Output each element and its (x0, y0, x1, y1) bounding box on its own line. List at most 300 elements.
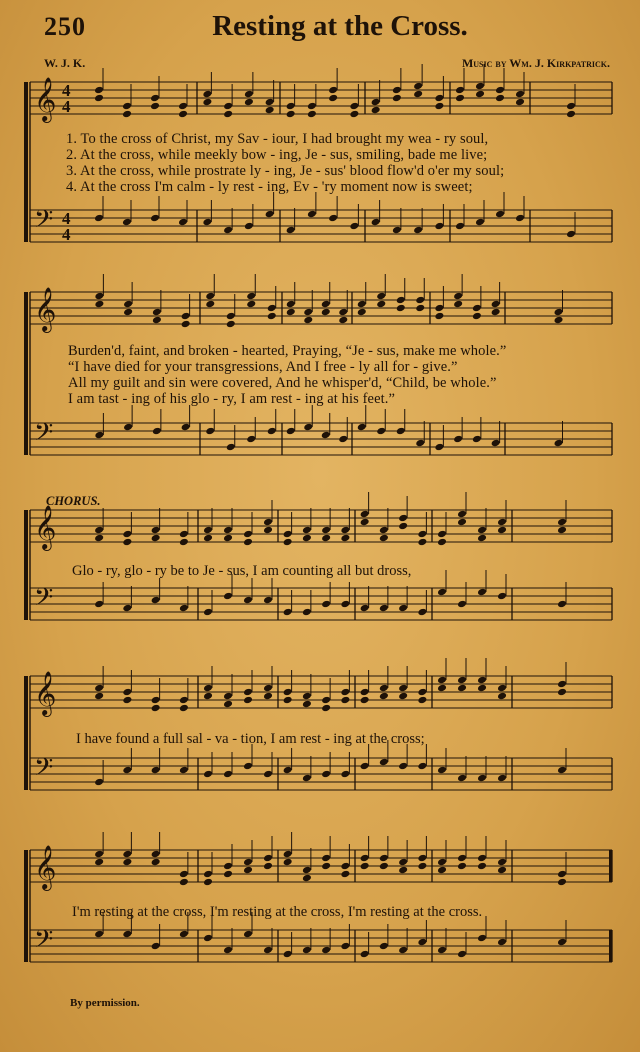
system-bracket (24, 82, 28, 242)
note-head (340, 696, 350, 705)
note-head (244, 98, 254, 107)
note-head (94, 94, 104, 103)
note-head (151, 696, 161, 705)
note-head (205, 427, 215, 436)
note-head (321, 946, 331, 955)
note-head (437, 766, 447, 775)
note-head (554, 316, 564, 325)
note-head (349, 110, 359, 119)
note-head (477, 526, 487, 535)
note-head (243, 866, 253, 875)
note-head (475, 82, 485, 91)
note-head (566, 110, 576, 119)
permission-note: By permission. (70, 997, 140, 1009)
note-head (398, 684, 408, 693)
note-head (437, 858, 447, 867)
note-head (243, 696, 253, 705)
note-head (321, 308, 331, 317)
note-head (515, 98, 525, 107)
note-head (226, 312, 236, 321)
note-head (94, 850, 104, 859)
note-head (371, 98, 381, 107)
note-head (302, 874, 312, 883)
treble-clef-icon: 𝄞 (34, 845, 57, 889)
verse-4-line-2: I am tast - ing of his glo - ry, I am rest - ing at his feet.” (68, 391, 395, 407)
note-head (244, 90, 254, 99)
note-head (495, 210, 505, 219)
note-head (321, 770, 331, 779)
note-head (223, 700, 233, 709)
note-head (94, 600, 104, 609)
note-head (263, 596, 273, 605)
note-head (302, 534, 312, 543)
hymn-number: 250 (44, 12, 86, 41)
note-head (497, 858, 507, 867)
note-head (360, 762, 370, 771)
note-head (152, 427, 162, 436)
note-head (398, 866, 408, 875)
note-head (123, 423, 133, 432)
note-head (392, 86, 402, 95)
note-head (267, 312, 277, 321)
note-head (302, 866, 312, 875)
note-head (283, 530, 293, 539)
note-head (321, 526, 331, 535)
note-head (340, 770, 350, 779)
note-head (360, 696, 370, 705)
note-head (379, 862, 389, 871)
hymn-title: Resting at the Cross. (212, 10, 468, 42)
note-head (477, 588, 487, 597)
note-head (265, 106, 275, 115)
note-head (152, 316, 162, 325)
note-head (340, 526, 350, 535)
note-head (263, 854, 273, 863)
time-signature: 4 (62, 97, 71, 116)
verse-2-line-1: 2. At the cross, while meekly bow - ing, Je - sus, smiling, bade me live; (66, 147, 488, 163)
note-head (437, 588, 447, 597)
note-head (263, 526, 273, 535)
bass-clef-icon: 𝄢 (34, 753, 54, 788)
note-head (497, 684, 507, 693)
note-head (554, 308, 564, 317)
note-head (181, 423, 191, 432)
note-head (497, 692, 507, 701)
note-head (205, 300, 215, 309)
note-head (150, 102, 160, 111)
note-head (437, 530, 447, 539)
note-head (243, 530, 253, 539)
note-head (286, 308, 296, 317)
note-head (122, 538, 132, 547)
note-head (243, 538, 253, 547)
note-head (267, 427, 277, 436)
note-head (246, 435, 256, 444)
note-head (321, 431, 331, 440)
note-head (379, 604, 389, 613)
note-head (122, 110, 132, 119)
note-head (360, 604, 370, 613)
note-head (455, 94, 465, 103)
note-head (360, 950, 370, 959)
note-head (557, 526, 567, 535)
note-head (226, 443, 236, 452)
note-head (286, 226, 296, 235)
note-head (94, 526, 104, 535)
note-head (321, 300, 331, 309)
note-head (283, 950, 293, 959)
note-head (557, 688, 567, 697)
note-head (151, 526, 161, 535)
treble-clef-icon: 𝄞 (34, 505, 57, 549)
note-head (328, 86, 338, 95)
note-head (263, 946, 273, 955)
note-head (491, 308, 501, 317)
note-head (246, 292, 256, 301)
note-head (477, 862, 487, 871)
note-head (244, 222, 254, 231)
note-head (123, 308, 133, 317)
note-head (223, 592, 233, 601)
note-head (360, 510, 370, 519)
note-head (338, 316, 348, 325)
chorus-line-2: I have found a full sal - va - tion, I am rest - ing at the cross; (76, 731, 425, 747)
note-head (477, 676, 487, 685)
note-head (379, 526, 389, 535)
note-head (181, 320, 191, 329)
note-head (223, 862, 233, 871)
note-head (179, 530, 189, 539)
note-head (94, 930, 104, 939)
note-head (437, 676, 447, 685)
note-head (151, 942, 161, 951)
verse-1-line-2: Burden'd, faint, and broken - hearted, Praying, “Je - sus, make me whole.” (68, 343, 507, 359)
note-head (415, 439, 425, 448)
note-head (376, 427, 386, 436)
note-head (321, 862, 331, 871)
system-bracket (24, 676, 28, 790)
note-head (122, 604, 132, 613)
note-head (321, 704, 331, 713)
note-head (417, 538, 427, 547)
note-head (515, 90, 525, 99)
note-head (265, 98, 275, 107)
note-head (392, 226, 402, 235)
note-head (557, 766, 567, 775)
note-head (392, 94, 402, 103)
note-head (455, 222, 465, 231)
note-head (415, 304, 425, 313)
verse-1-line-1: 1. To the cross of Christ, my Sav - iour, I had brought my wea - ry soul, (66, 131, 489, 147)
note-head (122, 850, 132, 859)
note-head (340, 600, 350, 609)
note-head (283, 696, 293, 705)
note-head (303, 308, 313, 317)
final-barline (609, 850, 612, 882)
note-head (223, 110, 233, 119)
note-head (379, 942, 389, 951)
note-head (179, 696, 189, 705)
note-head (379, 534, 389, 543)
note-head (340, 534, 350, 543)
note-head (379, 854, 389, 863)
note-head (94, 778, 104, 787)
note-head (376, 292, 386, 301)
note-head (151, 534, 161, 543)
note-head (223, 226, 233, 235)
note-head (263, 770, 273, 779)
note-head (263, 692, 273, 701)
note-head (179, 930, 189, 939)
note-head (417, 762, 427, 771)
verse-2-line-2: “I have died for your transgressions, And I free - ly all for - give.” (68, 359, 458, 375)
note-head (495, 94, 505, 103)
note-head (338, 308, 348, 317)
chorus-label: CHORUS. (46, 494, 101, 508)
note-head (417, 854, 427, 863)
note-head (307, 210, 317, 219)
verse-3-line-1: 3. At the cross, while prostrate ly - ing, Je - sus' blood flow'd o'er my soul; (66, 163, 505, 179)
note-head (437, 538, 447, 547)
note-head (434, 312, 444, 321)
note-head (94, 86, 104, 95)
note-head (457, 854, 467, 863)
note-head (328, 94, 338, 103)
note-head (398, 762, 408, 771)
note-head (453, 292, 463, 301)
note-head (398, 604, 408, 613)
note-head (94, 214, 104, 223)
note-head (398, 946, 408, 955)
note-head (472, 312, 482, 321)
note-head (283, 766, 293, 775)
note-head (181, 312, 191, 321)
note-head (417, 938, 427, 947)
note-head (457, 676, 467, 685)
note-head (203, 684, 213, 693)
note-head (477, 854, 487, 863)
note-head (360, 854, 370, 863)
note-head (223, 870, 233, 879)
note-head (557, 518, 567, 527)
note-head (340, 862, 350, 871)
note-head (243, 688, 253, 697)
note-head (434, 443, 444, 452)
note-head (151, 858, 161, 867)
note-head (417, 608, 427, 617)
note-head (302, 700, 312, 709)
note-head (340, 688, 350, 697)
note-head (417, 530, 427, 539)
note-head (415, 296, 425, 305)
note-head (477, 684, 487, 693)
final-barline (609, 930, 612, 962)
verse-4-line-1: 4. At the cross I'm calm - ly rest - ing, Ev - 'ry moment now is sweet; (66, 179, 473, 195)
note-head (475, 218, 485, 227)
note-head (495, 86, 505, 95)
note-head (437, 946, 447, 955)
note-head (379, 684, 389, 693)
note-head (321, 696, 331, 705)
note-head (437, 866, 447, 875)
note-head (357, 300, 367, 309)
note-head (376, 300, 386, 309)
note-head (328, 214, 338, 223)
author-credit: W. J. K. (44, 56, 86, 70)
note-head (302, 608, 312, 617)
note-head (179, 766, 189, 775)
note-head (457, 684, 467, 693)
note-head (472, 435, 482, 444)
note-head (302, 774, 312, 783)
note-head (223, 102, 233, 111)
chorus-line-1: Glo - ry, glo - ry be to Je - sus, I am counting all but dross, (72, 563, 412, 579)
note-head (267, 304, 277, 313)
note-head (477, 934, 487, 943)
note-head (94, 534, 104, 543)
note-head (151, 766, 161, 775)
note-head (477, 774, 487, 783)
note-head (302, 526, 312, 535)
note-head (179, 878, 189, 887)
note-head (286, 300, 296, 309)
note-head (151, 596, 161, 605)
note-head (202, 90, 212, 99)
note-head (122, 858, 132, 867)
time-signature: 4 (62, 81, 71, 100)
note-head (122, 930, 132, 939)
note-head (283, 688, 293, 697)
note-head (205, 292, 215, 301)
note-head (360, 518, 370, 527)
time-signature: 4 (62, 225, 71, 244)
note-head (243, 596, 253, 605)
note-head (497, 938, 507, 947)
note-head (491, 439, 501, 448)
note-head (283, 538, 293, 547)
note-head (566, 230, 576, 239)
note-head (223, 534, 233, 543)
note-head (303, 423, 313, 432)
time-signature: 4 (62, 209, 71, 228)
note-head (203, 534, 213, 543)
note-head (357, 423, 367, 432)
note-head (203, 608, 213, 617)
note-head (243, 762, 253, 771)
note-head (338, 435, 348, 444)
note-head (557, 600, 567, 609)
note-head (398, 858, 408, 867)
note-head (283, 608, 293, 617)
note-head (371, 106, 381, 115)
note-head (94, 692, 104, 701)
note-head (302, 692, 312, 701)
note-head (396, 296, 406, 305)
note-head (472, 304, 482, 313)
note-head (396, 304, 406, 313)
note-head (263, 862, 273, 871)
note-head (340, 942, 350, 951)
note-head (178, 102, 188, 111)
note-head (179, 870, 189, 879)
note-head (151, 850, 161, 859)
note-head (455, 86, 465, 95)
note-head (223, 526, 233, 535)
note-head (286, 102, 296, 111)
treble-clef-icon: 𝄞 (34, 671, 57, 715)
note-head (122, 766, 132, 775)
note-head (554, 439, 564, 448)
note-head (340, 870, 350, 879)
note-head (417, 696, 427, 705)
chorus-line-3: I'm resting at the cross, I'm resting at the cross, I'm resting at the cross. (72, 904, 483, 920)
system-bracket (24, 850, 28, 962)
note-head (226, 320, 236, 329)
note-head (417, 688, 427, 697)
note-head (307, 102, 317, 111)
note-head (202, 98, 212, 107)
note-head (303, 316, 313, 325)
note-head (122, 696, 132, 705)
note-head (398, 692, 408, 701)
note-head (203, 870, 213, 879)
note-head (94, 431, 104, 440)
bass-clef-icon: 𝄢 (34, 583, 54, 618)
note-head (178, 110, 188, 119)
note-head (152, 308, 162, 317)
note-head (122, 530, 132, 539)
note-head (202, 218, 212, 227)
note-head (94, 684, 104, 693)
note-head (371, 218, 381, 227)
note-head (437, 684, 447, 693)
note-head (286, 110, 296, 119)
note-head (150, 214, 160, 223)
note-head (94, 300, 104, 309)
note-head (557, 878, 567, 887)
note-head (557, 680, 567, 689)
note-head (122, 218, 132, 227)
note-head (179, 538, 189, 547)
note-head (434, 304, 444, 313)
note-head (398, 514, 408, 523)
note-head (265, 210, 275, 219)
note-head (457, 862, 467, 871)
note-head (263, 518, 273, 527)
note-head (203, 934, 213, 943)
note-head (453, 300, 463, 309)
note-head (360, 688, 370, 697)
note-head (475, 90, 485, 99)
note-head (497, 526, 507, 535)
note-head (263, 684, 273, 693)
composer-credit: Music by Wm. J. Kirkpatrick. (461, 56, 610, 70)
note-head (94, 292, 104, 301)
bass-clef-icon: 𝄢 (34, 418, 54, 453)
note-head (307, 110, 317, 119)
note-head (413, 82, 423, 91)
note-head (150, 94, 160, 103)
note-head (203, 526, 213, 535)
note-head (360, 862, 370, 871)
treble-clef-icon: 𝄞 (34, 287, 57, 331)
note-head (379, 758, 389, 767)
note-head (179, 704, 189, 713)
note-head (566, 102, 576, 111)
note-head (223, 770, 233, 779)
note-head (398, 522, 408, 531)
note-head (453, 435, 463, 444)
